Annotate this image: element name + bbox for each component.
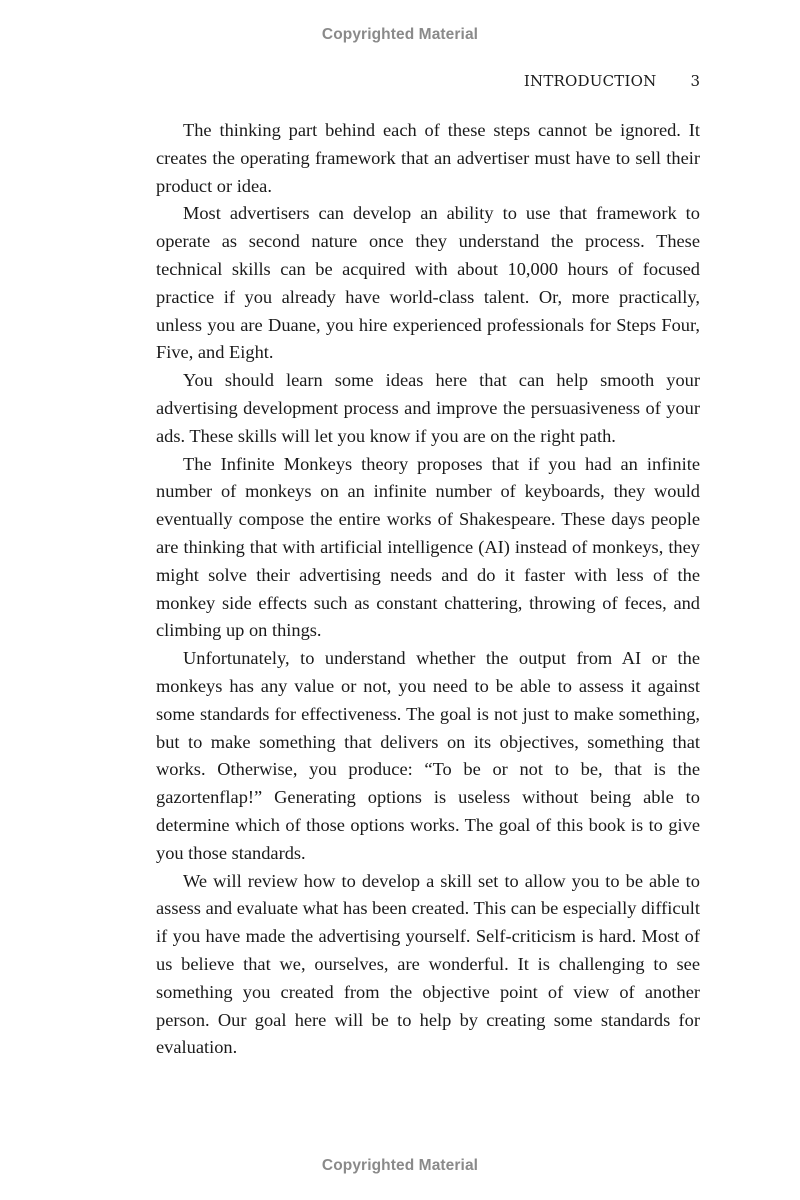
chapter-title: INTRODUCTION bbox=[523, 72, 657, 90]
running-header bbox=[156, 72, 700, 90]
copyright-watermark-top: Copyrighted Material bbox=[321, 26, 479, 43]
paragraph: The thinking part behind each of these steps cannot be ignored. It creates the operating framework that an advertiser must have to sell their product or idea. bbox=[156, 120, 700, 196]
paragraph: Most advertisers can develop an ability to use that framework to operate as second nature once they understand the process. These technical skills can be acquired with about 10,000 hours of focused practice if you already have world-class talent. Or, more practically, unless you are Duane, you hire experienced professionals for Steps Four, Five, and Eight. bbox=[156, 203, 700, 363]
paragraph: Unfortunately, to understand whether the output from AI or the monkeys has any value or not, you need to be able to assess it against some standards for effectiveness. The goal is not just to make something, but to make something that delivers on its objectives, something that works. Otherwise, you produce: “To be or not to be, that is the gazortenflap!” Generating options is useless without being able to determine which of those options works. The goal of this book is to give you those standards. bbox=[156, 648, 700, 863]
copyright-watermark-bottom: Copyrighted Material bbox=[321, 1157, 479, 1174]
paragraph: The Infinite Monkeys theory proposes that if you had an infinite number of monkeys on an infinite number of keyboards, they would eventually compose the entire works of Shakespeare. These days people are thinking that with artificial intelligence (AI) instead of monkeys, they might solve their advertising needs and do it faster with less of the monkey side effects such as constant chattering, throwing of feces, and climbing up on things. bbox=[156, 453, 700, 641]
paragraph: We will review how to develop a skill set to allow you to be able to assess and evaluate what has been created. This can be especially difficult if you have made the advertising yourself. Self-criticism is hard. Most of us believe that we, ourselves, are wonderful. It is challenging to see something you created from the objective point of view of another person. Our goal here will be to help by creating some standards for evaluation. bbox=[156, 870, 700, 1058]
page-number: 3 bbox=[690, 72, 700, 90]
paragraph: You should learn some ideas here that can help smooth your advertising development process and improve the persuasiveness of your ads. These skills will let you know if you are on the right path. bbox=[156, 370, 700, 446]
body-text bbox=[156, 117, 700, 1062]
